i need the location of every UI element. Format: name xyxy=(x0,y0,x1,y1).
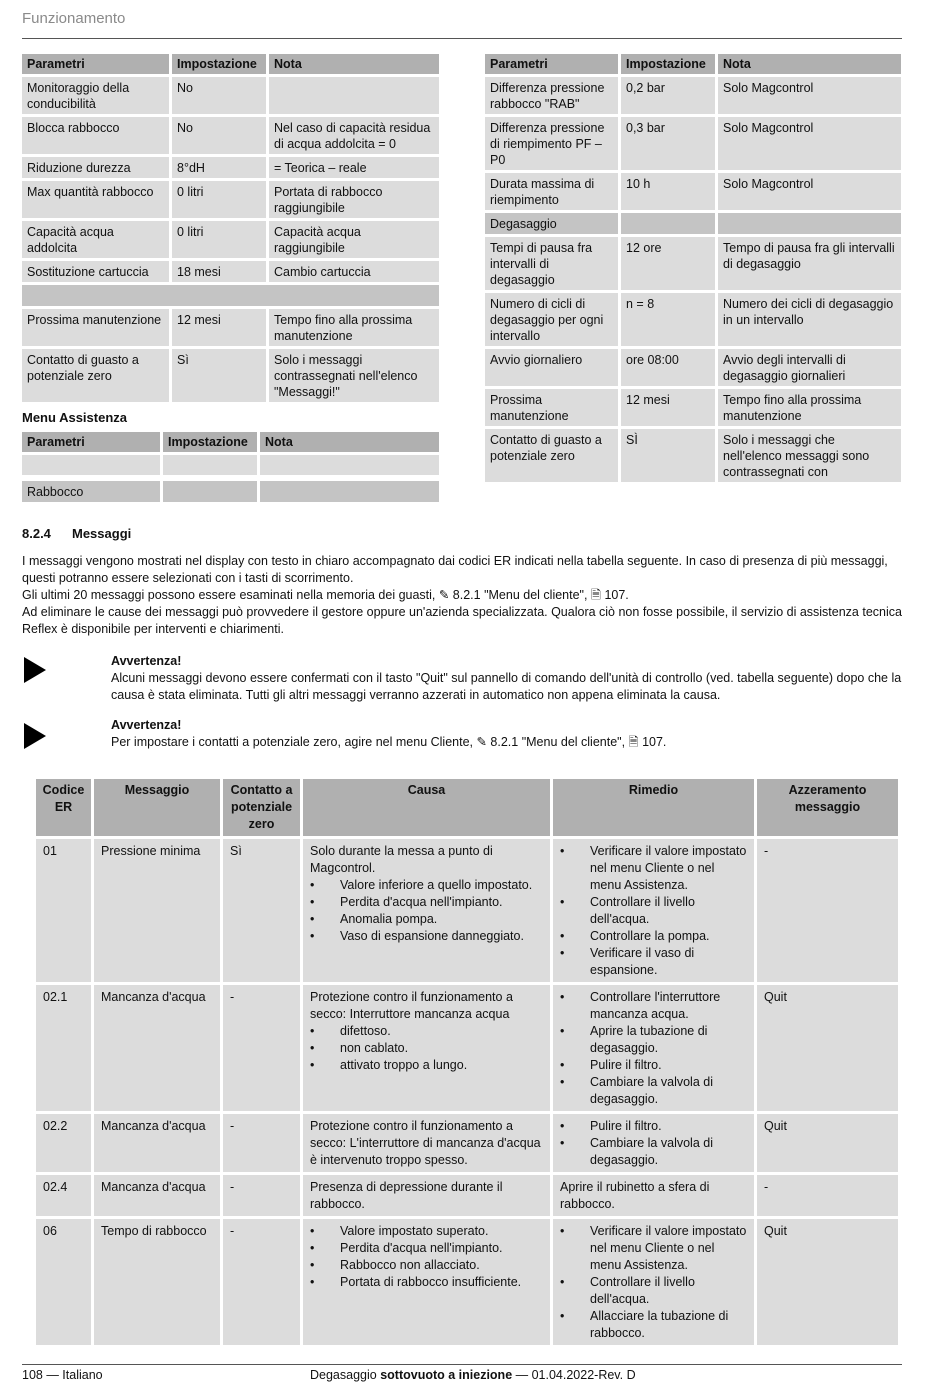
table-cell: Differenza pressione rabbocco "RAB" xyxy=(485,77,618,114)
table-row xyxy=(36,839,898,982)
table-row xyxy=(22,117,439,154)
reset-cell: - xyxy=(757,839,898,982)
table-cell: 10 h xyxy=(621,173,715,210)
header-cell: Parametri xyxy=(485,54,618,74)
table-cell: 0,3 bar xyxy=(621,117,715,170)
list-item: • Controllare il livello dell'acqua. xyxy=(560,1274,747,1308)
arrow-right-icon xyxy=(24,657,46,683)
right-parameter-table xyxy=(482,51,904,485)
doc-title-bold: sottovuoto a iniezione xyxy=(380,1368,513,1382)
table-cell: Portata di rabbocco raggiungibile xyxy=(269,181,439,218)
remedy-list xyxy=(560,1223,747,1342)
table-header-row xyxy=(22,432,439,452)
table-cell xyxy=(718,213,901,234)
table-cell: 0 litri xyxy=(172,221,266,258)
header-cell: Impostazione xyxy=(621,54,715,74)
table-row xyxy=(36,985,898,1111)
table-cell: Tempo di pausa fra gli intervalli di degasaggio xyxy=(718,237,901,290)
table-cell: Capacità acqua raggiungibile xyxy=(269,221,439,258)
message-cell: Tempo di rabbocco xyxy=(94,1219,220,1345)
table-row xyxy=(485,293,901,346)
remedy-list xyxy=(560,989,747,1108)
header-cell: Codice ER xyxy=(36,779,91,836)
table-header-row xyxy=(485,54,901,74)
table-cell: Solo Magcontrol xyxy=(718,77,901,114)
list-item: • Valore inferiore a quello impostato. xyxy=(310,877,543,894)
reset-cell: - xyxy=(757,1175,898,1216)
message-cell: Mancanza d'acqua xyxy=(94,1114,220,1172)
cause-list xyxy=(310,1023,543,1074)
reset-cell: Quit xyxy=(757,985,898,1111)
cause-cell xyxy=(303,1175,550,1216)
table-cell: Riduzione durezza xyxy=(22,157,169,178)
code-cell: 06 xyxy=(36,1219,91,1345)
table-cell: Sì xyxy=(172,349,266,402)
list-item: • Cambiare la valvola di degasaggio. xyxy=(560,1135,747,1169)
remedy-cell xyxy=(553,1219,754,1345)
paragraph: Ad eliminare le cause dei messaggi può provvedere il gestore oppure un'azienda specializzata. Qualora ciò non fosse possibile, il servizio di assistenza tecnica Reflex è disponibile per interventi e chiarimenti. xyxy=(22,605,902,636)
header-cell: Rimedio xyxy=(553,779,754,836)
left-parameter-table xyxy=(19,51,442,405)
table-separator-row xyxy=(22,285,439,306)
table-cell: 0,2 bar xyxy=(621,77,715,114)
cause-list xyxy=(310,1223,543,1291)
remedy-intro: Aprire il rubinetto a sfera di rabbocco. xyxy=(560,1180,710,1211)
table-cell: 12 mesi xyxy=(621,389,715,426)
header-cell: Nota xyxy=(718,54,901,74)
table-row xyxy=(22,77,439,114)
message-cell: Mancanza d'acqua xyxy=(94,1175,220,1216)
remedy-cell xyxy=(553,839,754,982)
section-header-title: Funzionamento xyxy=(22,10,126,27)
list-item: • Pulire il filtro. xyxy=(560,1118,747,1135)
table-row xyxy=(485,77,901,114)
table-cell: Avvio degli intervalli di degasaggio giornalieri xyxy=(718,349,901,386)
header-cell: Parametri xyxy=(22,54,169,74)
table-cell: Max quantità rabbocco xyxy=(22,181,169,218)
list-item: • Vaso di espansione danneggiato. xyxy=(310,928,543,945)
arrow-right-icon xyxy=(24,723,46,749)
warning-note xyxy=(22,653,902,704)
table-cell: SÌ xyxy=(621,429,715,482)
remedy-list xyxy=(560,843,747,979)
code-cell: 01 xyxy=(36,839,91,982)
table-row xyxy=(22,309,439,346)
table-cell: Durata massima di riempimento xyxy=(485,173,618,210)
contact-cell: - xyxy=(223,985,300,1111)
list-item: • Cambiare la valvola di degasaggio. xyxy=(560,1074,747,1108)
list-item: • Aprire la tubazione di degasaggio. xyxy=(560,1023,747,1057)
table-cell: No xyxy=(172,117,266,154)
table-cell: Tempo fino alla prossima manutenzione xyxy=(718,389,901,426)
code-cell: 02.4 xyxy=(36,1175,91,1216)
table-cell: Tempo fino alla prossima manutenzione xyxy=(269,309,439,346)
assist-menu-title: Menu Assistenza xyxy=(22,410,127,425)
table-row xyxy=(36,1114,898,1172)
table-cell: Contatto di guasto a potenziale zero xyxy=(485,429,618,482)
cause-cell xyxy=(303,1114,550,1172)
table-cell xyxy=(260,481,439,502)
code-cell: 02.2 xyxy=(36,1114,91,1172)
table-row xyxy=(485,117,901,170)
table-row xyxy=(485,389,901,426)
header-cell: Impostazione xyxy=(172,54,266,74)
cause-cell xyxy=(303,985,550,1111)
warning-note xyxy=(22,717,902,751)
table-cell: Numero dei cicli di degasaggio in un intervallo xyxy=(718,293,901,346)
document-title xyxy=(310,1368,636,1382)
contact-cell: - xyxy=(223,1114,300,1172)
list-item: • Portata di rabbocco insufficiente. xyxy=(310,1274,543,1291)
header-cell: Causa xyxy=(303,779,550,836)
contact-cell: - xyxy=(223,1175,300,1216)
list-item: • Perdita d'acqua nell'impianto. xyxy=(310,1240,543,1257)
page-number: 108 — Italiano xyxy=(22,1368,103,1382)
cause-cell xyxy=(303,839,550,982)
table-cell: 0 litri xyxy=(172,181,266,218)
table-row xyxy=(36,1219,898,1345)
table-cell: n = 8 xyxy=(621,293,715,346)
contact-cell: Sì xyxy=(223,839,300,982)
doc-title-suffix: — 01.04.2022-Rev. D xyxy=(512,1368,636,1382)
table-cell: Degasaggio xyxy=(485,213,618,234)
table-cell: Rabbocco xyxy=(22,481,160,502)
list-item: • Rabbocco non allacciato. xyxy=(310,1257,543,1274)
section-number: 8.2.4 xyxy=(22,526,51,541)
contact-cell: - xyxy=(223,1219,300,1345)
table-cell: Solo Magcontrol xyxy=(718,173,901,210)
intro-text xyxy=(22,553,902,638)
table-cell: Nel caso di capacità residua di acqua addolcita = 0 xyxy=(269,117,439,154)
list-item: • attivato troppo a lungo. xyxy=(310,1057,543,1074)
table-cell: Prossima manutenzione xyxy=(485,389,618,426)
table-row xyxy=(485,173,901,210)
list-item: • Controllare il livello dell'acqua. xyxy=(560,894,747,928)
table-row xyxy=(22,261,439,282)
header-cell: Contatto a potenziale zero xyxy=(223,779,300,836)
table-cell: Contatto di guasto a potenziale zero xyxy=(22,349,169,402)
table-cell: Monitoraggio della conducibilità xyxy=(22,77,169,114)
table-cell: Blocca rabbocco xyxy=(22,117,169,154)
table-cell: = Teorica – reale xyxy=(269,157,439,178)
cause-intro: Protezione contro il funzionamento a secco: Interruttore mancanza acqua xyxy=(310,990,513,1021)
table-cell: Tempi di pausa fra intervalli di degasaggio xyxy=(485,237,618,290)
note-title: Avvertenza! xyxy=(111,654,182,668)
list-item: • Allacciare la tubazione di rabbocco. xyxy=(560,1308,747,1342)
table-row xyxy=(36,1175,898,1216)
list-item: • Pulire il filtro. xyxy=(560,1057,747,1074)
message-cell: Pressione minima xyxy=(94,839,220,982)
remedy-list xyxy=(560,1118,747,1169)
reset-cell: Quit xyxy=(757,1114,898,1172)
table-cell xyxy=(260,455,439,475)
header-divider xyxy=(22,38,902,39)
header-cell: Impostazione xyxy=(163,432,257,452)
remedy-cell xyxy=(553,985,754,1111)
section-title: Messaggi xyxy=(72,526,132,541)
list-item: • non cablato. xyxy=(310,1040,543,1057)
table-cell: 8°dH xyxy=(172,157,266,178)
table-row xyxy=(22,221,439,258)
table-cell: Numero di cicli di degasaggio per ogni intervallo xyxy=(485,293,618,346)
table-cell: Avvio giornaliero xyxy=(485,349,618,386)
header-cell: Parametri xyxy=(22,432,160,452)
table-cell: 12 ore xyxy=(621,237,715,290)
messages-table xyxy=(33,776,901,1348)
list-item: • Controllare la pompa. xyxy=(560,928,747,945)
message-cell: Mancanza d'acqua xyxy=(94,985,220,1111)
cause-list xyxy=(310,877,543,945)
separator-cell xyxy=(22,285,439,306)
table-group-row xyxy=(485,213,901,234)
cause-intro: Presenza di depressione durante il rabbocco. xyxy=(310,1180,503,1211)
table-cell: Solo i messaggi contrassegnati nell'elenco "Messaggi!" xyxy=(269,349,439,402)
table-cell: Prossima manutenzione xyxy=(22,309,169,346)
table-row xyxy=(22,181,439,218)
table-row xyxy=(485,349,901,386)
table-cell: 18 mesi xyxy=(172,261,266,282)
table-row xyxy=(22,481,439,502)
doc-title-prefix: Degasaggio xyxy=(310,1368,381,1382)
remedy-cell xyxy=(553,1175,754,1216)
header-cell: Messaggio xyxy=(94,779,220,836)
table-header-row xyxy=(36,779,898,836)
paragraph: Gli ultimi 20 messaggi possono essere esaminati nella memoria dei guasti, ✎ 8.2.1 "Menu del cliente", 🗎 107. xyxy=(22,588,629,602)
list-item: • Valore impostato superato. xyxy=(310,1223,543,1240)
list-item: • Verificare il vaso di espansione. xyxy=(560,945,747,979)
code-cell: 02.1 xyxy=(36,985,91,1111)
remedy-cell xyxy=(553,1114,754,1172)
table-cell: Differenza pressione di riempimento PF – P0 xyxy=(485,117,618,170)
note-text: Per impostare i contatti a potenziale zero, agire nel menu Cliente, ✎ 8.2.1 "Menu del cliente", 🗎 107. xyxy=(111,735,667,749)
table-cell xyxy=(269,77,439,114)
table-row xyxy=(22,349,439,402)
table-row xyxy=(485,429,901,482)
table-cell: 12 mesi xyxy=(172,309,266,346)
table-cell xyxy=(163,481,257,502)
paragraph: I messaggi vengono mostrati nel display con testo in chiaro accompagnato dai codici ER indicati nella tabella seguente. In caso di presenza di più messaggi, questi potranno essere selezionati con i tasti di scorrimento. xyxy=(22,554,888,585)
table-row xyxy=(485,237,901,290)
list-item: • Verificare il valore impostato nel menu Cliente o nel menu Assistenza. xyxy=(560,1223,747,1274)
footer-divider xyxy=(22,1364,902,1365)
note-title: Avvertenza! xyxy=(111,718,182,732)
list-item: • Verificare il valore impostato nel menu Cliente o nel menu Assistenza. xyxy=(560,843,747,894)
header-cell: Nota xyxy=(269,54,439,74)
table-cell xyxy=(163,455,257,475)
reset-cell: Quit xyxy=(757,1219,898,1345)
list-item: • difettoso. xyxy=(310,1023,543,1040)
table-row xyxy=(22,157,439,178)
table-row xyxy=(22,455,439,475)
table-cell xyxy=(22,455,160,475)
table-cell xyxy=(621,213,715,234)
header-cell: Azzeramento messaggio xyxy=(757,779,898,836)
header-cell: Nota xyxy=(260,432,439,452)
table-cell: Solo i messaggi che nell'elenco messaggi sono contrassegnati con xyxy=(718,429,901,482)
cause-cell xyxy=(303,1219,550,1345)
list-item: • Controllare l'interruttore mancanza acqua. xyxy=(560,989,747,1023)
cause-intro: Solo durante la messa a punto di Magcontrol. xyxy=(310,844,493,875)
cause-intro: Protezione contro il funzionamento a secco: L'interruttore di mancanza d'acqua è intervenuto troppo spesso. xyxy=(310,1119,541,1167)
assist-menu-table xyxy=(19,429,442,505)
list-item: • Anomalia pompa. xyxy=(310,911,543,928)
list-item: • Perdita d'acqua nell'impianto. xyxy=(310,894,543,911)
table-cell: No xyxy=(172,77,266,114)
table-cell: Solo Magcontrol xyxy=(718,117,901,170)
table-cell: Sostituzione cartuccia xyxy=(22,261,169,282)
table-cell: Cambio cartuccia xyxy=(269,261,439,282)
note-text: Alcuni messaggi devono essere confermati con il tasto "Quit" sul pannello di comando dell'unità di controllo (ved. tabella seguente) dopo che la causa è stata eliminata. Tutti gli altri messaggi verranno azzerati in automatico non appena eliminata la causa. xyxy=(111,671,902,702)
table-cell: ore 08:00 xyxy=(621,349,715,386)
section-heading xyxy=(22,526,131,541)
table-header-row xyxy=(22,54,439,74)
table-cell: Capacità acqua addolcita xyxy=(22,221,169,258)
